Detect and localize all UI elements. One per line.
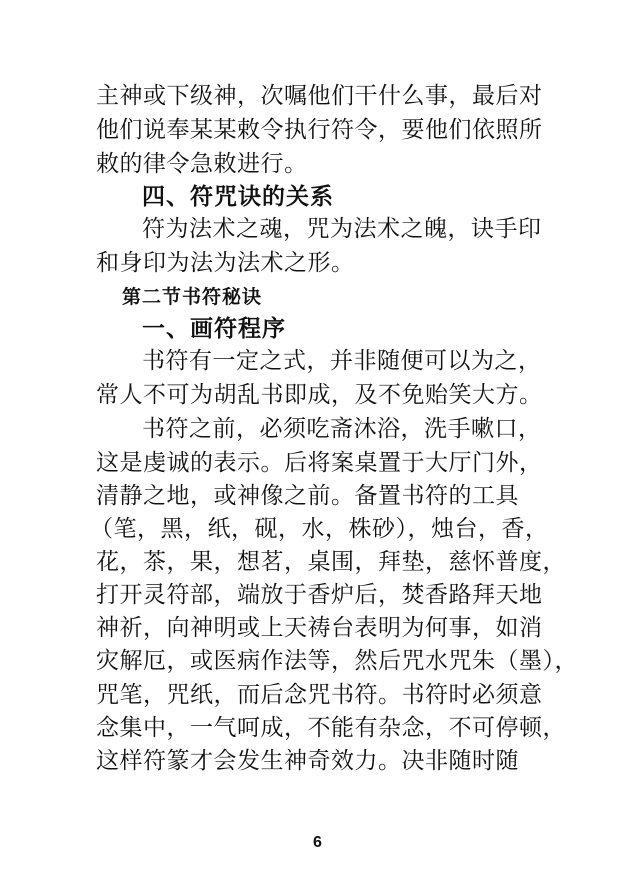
paragraph-line: 主神或下级神，次嘱他们干什么事，最后对 bbox=[96, 83, 543, 109]
paragraph-line: 这是虔诚的表示。后将案桌置于大厅门外， bbox=[96, 450, 543, 476]
paragraph-line: 书符之前，必须吃斋沐浴，洗手嗽口， bbox=[142, 416, 542, 442]
paragraph-line: 咒笔，咒纸，而后念咒书符。书符时必须意 bbox=[96, 682, 543, 708]
paragraph-line: 这样符篆才会发生神奇效力。决非随时随 bbox=[96, 748, 519, 774]
paragraph-line: 清静之地，或神像之前。备置书符的工具 bbox=[96, 483, 519, 509]
paragraph-line: 他们说奉某某敕令执行符令，要他们依照所 bbox=[96, 117, 543, 143]
paragraph-line: 和身印为法为法术之形。 bbox=[96, 250, 355, 276]
paragraph-line: 灾解厄，或医病作法等，然后咒水咒朱（墨）， bbox=[96, 648, 578, 674]
paragraph-line: 书符有一定之式，并非随便可以为之， bbox=[142, 348, 542, 374]
paragraph-line: 常人不可为胡乱书即成，及不免贻笑大方。 bbox=[96, 382, 543, 408]
paragraph-line: 神祈，向神明或上天祷台表明为何事，如消 bbox=[96, 615, 543, 641]
page-number: 6 bbox=[313, 834, 322, 851]
paragraph-line: 念集中，一气呵成，不能有杂念，不可停顿， bbox=[96, 715, 566, 741]
paragraph-line: （笔，黑，纸，砚，水，株砂），烛台，香， bbox=[90, 516, 549, 542]
paragraph-line: 花，茶，果，想茗，桌围，拜垫，慈怀普度， bbox=[96, 549, 566, 575]
subsection-heading-procedure: 一、画符程序 bbox=[142, 315, 286, 342]
section-title: 第二节书符秘诀 bbox=[122, 286, 263, 308]
paragraph-line: 符为法术之魂，咒为法术之魄，诀手印 bbox=[142, 216, 542, 242]
paragraph-line: 打开灵符部，端放于香炉后，焚香路拜天地 bbox=[96, 582, 543, 608]
subsection-heading-relation: 四、符咒诀的关系 bbox=[142, 183, 334, 210]
paragraph-line: 敕的律令急敕进行。 bbox=[96, 151, 308, 177]
